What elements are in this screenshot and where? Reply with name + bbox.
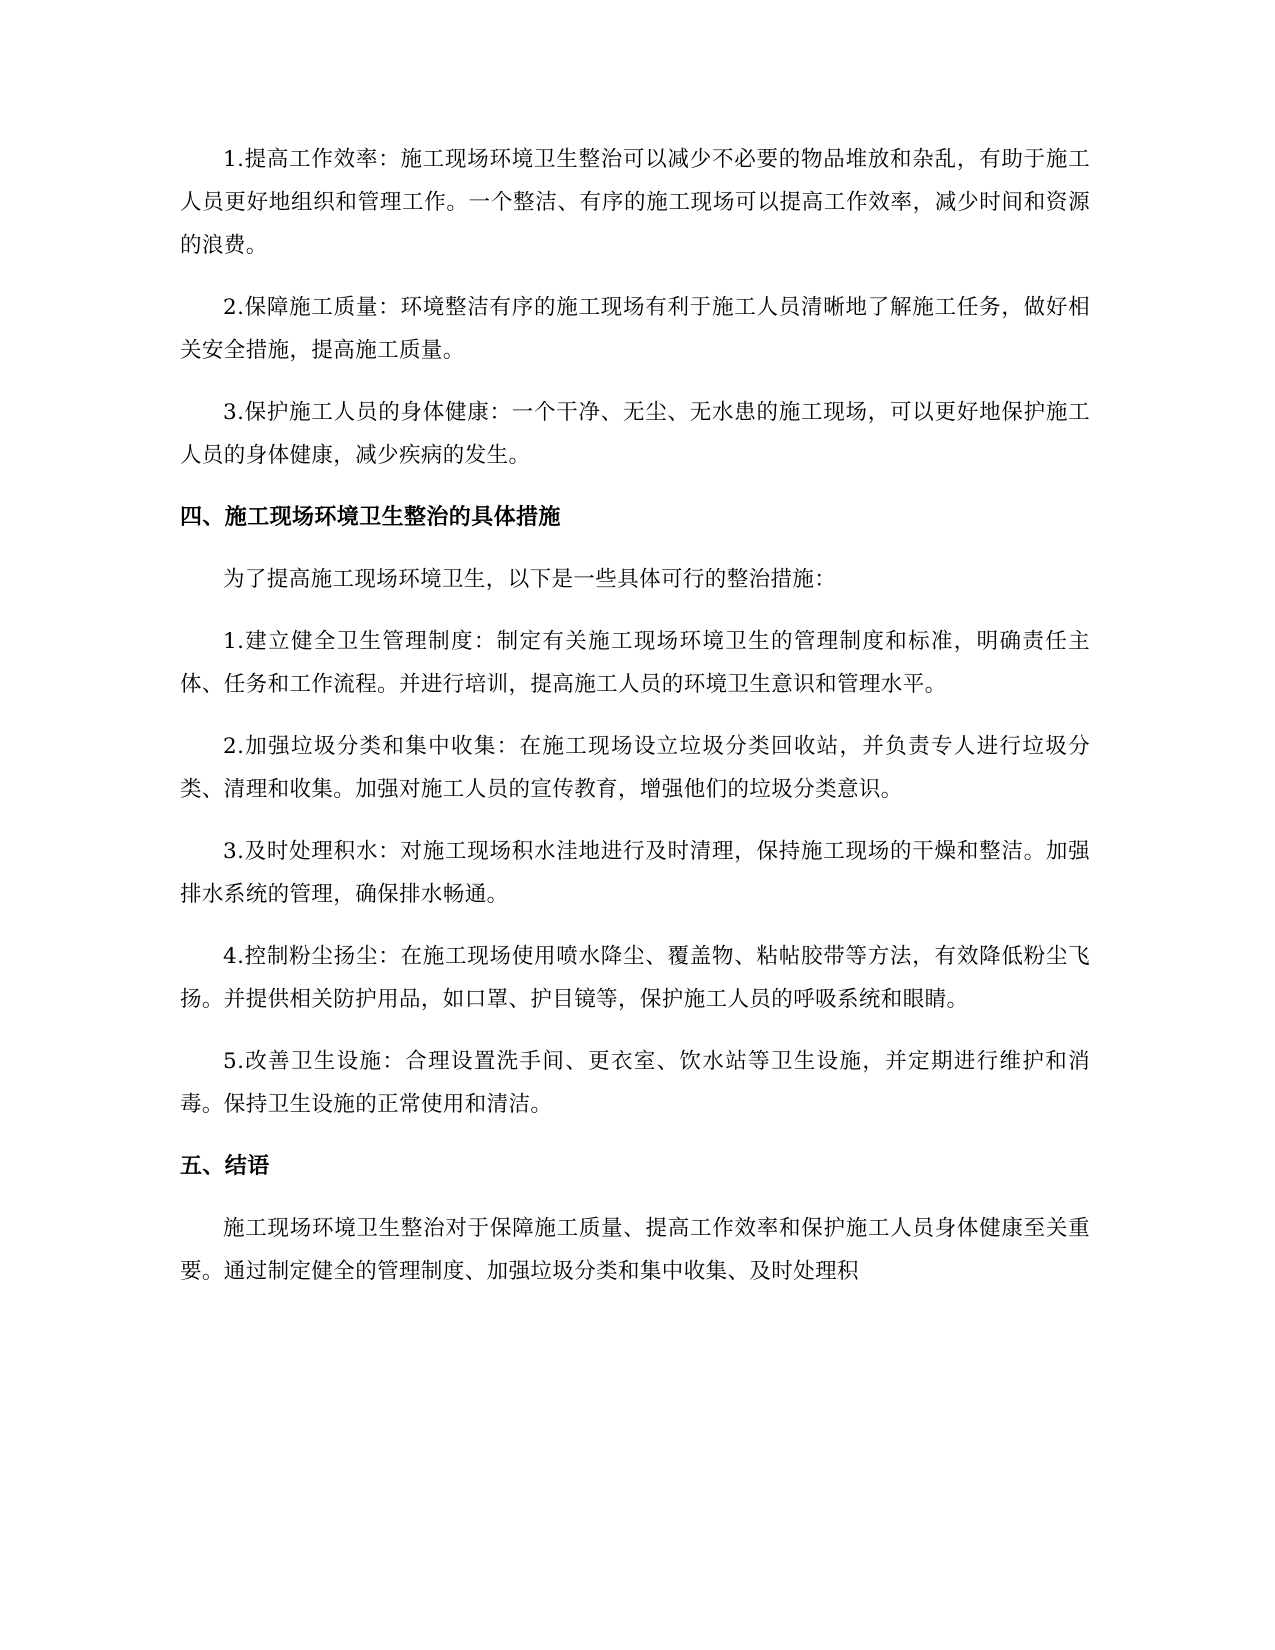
document-page: [180, 138, 1090, 1312]
paragraph-measures-intro: 为了提高施工现场环境卫生，以下是一些具体可行的整治措施：: [223, 567, 837, 592]
paragraph-benefit-efficiency: 1.提高工作效率：施工现场环境卫生整治可以减少不必要的物品堆放和杂乱，有助于施工人员更好地组织和管理工作。一个整洁、有序的施工现场可以提高工作效率，减少时间和资源的浪费。: [180, 147, 1090, 258]
paragraph-benefit-quality: 2.保障施工质量：环境整洁有序的施工现场有利于施工人员清晰地了解施工任务，做好相关安全措施，提高施工质量。: [180, 295, 1090, 363]
paragraph-measure-management: 1.建立健全卫生管理制度：制定有关施工现场环境卫生的管理制度和标准，明确责任主体、任务和工作流程。并进行培训，提高施工人员的环境卫生意识和管理水平。: [180, 629, 1090, 697]
paragraph-measure-dust: 4.控制粉尘扬尘：在施工现场使用喷水降尘、覆盖物、粘帖胶带等方法，有效降低粉尘飞扬。并提供相关防护用品，如口罩、护目镜等，保护施工人员的呼吸系统和眼睛。: [180, 944, 1090, 1012]
section-heading-measures: 四、施工现场环境卫生整治的具体措施: [180, 505, 561, 530]
paragraph-measure-water: 3.及时处理积水：对施工现场积水洼地进行及时清理，保持施工现场的干燥和整洁。加强排水系统的管理，确保排水畅通。: [180, 839, 1090, 907]
paragraph-measure-facilities: 5.改善卫生设施：合理设置洗手间、更衣室、饮水站等卫生设施，并定期进行维护和消毒。保持卫生设施的正常使用和清洁。: [180, 1049, 1090, 1117]
paragraph-benefit-health: 3.保护施工人员的身体健康：一个干净、无尘、无水患的施工现场，可以更好地保护施工人员的身体健康，减少疾病的发生。: [180, 400, 1090, 468]
section-heading-conclusion: 五、结语: [180, 1154, 270, 1179]
paragraph-conclusion: 施工现场环境卫生整治对于保障施工质量、提高工作效率和保护施工人员身体健康至关重要。通过制定健全的管理制度、加强垃圾分类和集中收集、及时处理积: [180, 1216, 1090, 1284]
paragraph-measure-garbage: 2.加强垃圾分类和集中收集：在施工现场设立垃圾分类回收站，并负责专人进行垃圾分类、清理和收集。加强对施工人员的宣传教育，增强他们的垃圾分类意识。: [180, 734, 1090, 802]
